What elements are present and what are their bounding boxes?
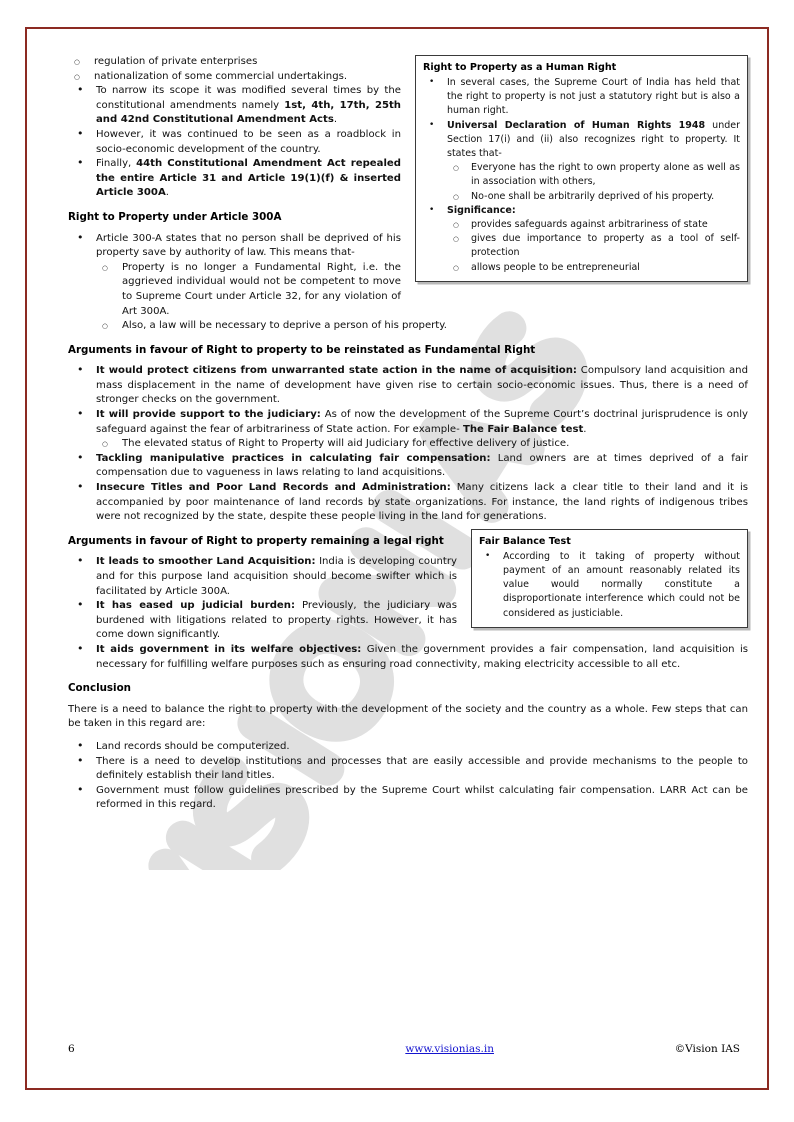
- page-footer: [68, 1043, 748, 1055]
- page-number: 6: [68, 1043, 75, 1055]
- list-item: [447, 161, 740, 189]
- info-box-right-to-property-human-right: [415, 55, 748, 282]
- bullet-text-bold: It leads to smoother Land Acquisition:: [96, 556, 316, 568]
- document-content: [68, 55, 748, 813]
- list-item: [68, 740, 748, 755]
- sub-bullet-text: provides safeguards against arbitrariness of state: [471, 219, 708, 231]
- heading-conclusion: Conclusion: [68, 682, 131, 695]
- info-box-title: Fair Balance Test: [479, 535, 571, 547]
- bullet-text-bold: 1st, 4th, 17th, 25th and 42nd Constitutional Amendment Acts: [96, 99, 401, 126]
- bullet-text-bold-tail: The Fair Balance test: [462, 423, 584, 435]
- list-item: [68, 643, 748, 672]
- info-box-sub-list: [447, 161, 740, 204]
- bullet-text: Compulsory land acquisition and mass displacement in the name of development have given rise to certain socio-economic issues. Thus, there is a need of stronger checks on the government.: [96, 365, 748, 406]
- info-box-bullet-list: [479, 550, 740, 621]
- sub-bullet-text: Everyone has the right to own property alone as well as in association with others,: [471, 162, 740, 188]
- bullet-text: Many citizens lack a clear title to their land and it is accompanied by poor maintenance of land records by state organizations. For instance, the land rights of indigenous tribes were not recognized by the state, despite these people living in the land for generations.: [96, 482, 749, 523]
- bullet-text: There is a need to develop institutions and processes that are easily accessible and provide mechanisms to the people to definitely establish their land titles.: [96, 755, 748, 782]
- list-item: [423, 204, 740, 275]
- bullet-text-bold: It would protect citizens from unwarranted state action in the name of acquisition:: [96, 365, 577, 377]
- bullet-text-bold: Significance:: [447, 204, 516, 216]
- list-item: [68, 755, 748, 784]
- list-item: [68, 408, 748, 452]
- bullet-text: Government must follow guidelines prescribed by the Supreme Court whilst calculating fair compensation. LARR Act can be reformed in this regard.: [96, 784, 748, 811]
- sub-bullet-text: gives due importance to property as a tool of self-protection: [471, 233, 740, 259]
- copyright-text: ©Vision IAS: [674, 1043, 740, 1055]
- conclusion-paragraph: There is a need to balance the right to property with the development of the society and the country as a whole. Few steps that can be taken in this regard are:: [68, 703, 748, 730]
- sub-bullet-text: allows people to be entrepreneurial: [471, 261, 640, 273]
- list-item: [447, 261, 740, 275]
- heading-arguments-legal-right: Arguments in favour of Right to property remaining a legal right: [68, 534, 444, 547]
- bullet-text: Land owners are at times deprived of a fair compensation due to vagueness in laws relating to land acquisitions.: [96, 452, 748, 479]
- list-item: [423, 76, 740, 119]
- bullet-text-bold: It aids government in its welfare objectives:: [96, 643, 362, 655]
- bullet-text: Finally,: [96, 158, 137, 170]
- sub-bullet-text: regulation of private enterprises: [94, 56, 258, 67]
- list-item: [423, 119, 740, 204]
- list-item: [479, 550, 740, 621]
- bullet-text-bold: Insecure Titles and Poor Land Records and Administration:: [96, 482, 451, 494]
- bullet-text-bold: It will provide support to the judiciary:: [96, 409, 321, 421]
- bullet-text: under Section 17(i) and (ii) also recognizes right to property. It states that-: [447, 119, 741, 160]
- sub-bullet-text: The elevated status of Right to Property will aid Judiciary for effective delivery of justice.: [122, 438, 570, 450]
- info-box-title: Right to Property as a Human Right: [423, 62, 617, 73]
- bullet-text-tail: .: [333, 114, 338, 126]
- list-item: [447, 190, 740, 204]
- info-box-sub-list: [447, 218, 740, 275]
- list-item: [447, 218, 740, 232]
- bullet-list-conclusion: [68, 740, 748, 813]
- list-item: [68, 452, 748, 481]
- list-item: [68, 364, 748, 408]
- heading-arguments-reinstated: Arguments in favour of Right to property to be reinstated as Fundamental Right: [68, 343, 536, 356]
- bullet-text: In several cases, the Supreme Court of India has held that the right to property is not just a statutory right but is also a human right.: [447, 77, 740, 117]
- bullet-text: However, it was continued to be seen as a roadblock in socio-economic development of the country.: [96, 128, 401, 155]
- bullet-text-tail: .: [165, 187, 169, 199]
- bullet-text: To narrow its scope it was modified several times by the constitutional amendments namely: [96, 85, 401, 111]
- bullet-text: India is developing country and for this purpose land acquisition should become swifter which is facilitated by Article 300A.: [96, 556, 457, 597]
- sub-bullet-text: nationalization of some commercial undertakings.: [94, 70, 348, 82]
- list-item: [96, 319, 748, 334]
- bullet-text: According to it taking of property without payment of an amount reasonably related its value would normally constitute a disproportionate interference which could not be considered as justiciable.: [503, 550, 740, 619]
- bullet-text: Given the government provides a fair compensation, land acquisition is necessary for fulfilling welfare purposes such as ensuring road connectivity, making electricity accessible to all etc.: [96, 643, 749, 670]
- bullet-text-tail: .: [583, 423, 587, 435]
- visionias-website-link[interactable]: www.visionias.in: [405, 1043, 494, 1055]
- list-item: [96, 437, 748, 452]
- sub-bullet-text: No-one shall be arbitrarily deprived of his property.: [471, 190, 715, 202]
- bullet-text: Previously, the judiciary was burdened with litigations related to property rights. However, it has come down significantly.: [96, 600, 457, 641]
- sub-bullet-text: Property is no longer a Fundamental Right, i.e. the aggrieved individual would not be competent to move to Supreme Court under Article 32, for any violation of Art 300A.: [122, 261, 401, 317]
- bullet-text: Article 300-A states that no person shall be deprived of his property save by authority of law. This means that-: [96, 232, 401, 259]
- info-box-fair-balance-test: [471, 529, 748, 628]
- bullet-text-bold: It has eased up judicial burden:: [96, 600, 295, 612]
- list-item: [447, 232, 740, 260]
- heading-right-to-property-300a: Right to Property under Article 300A: [68, 210, 282, 223]
- sub-bullet-text: Also, a law will be necessary to deprive a person of his property.: [122, 320, 448, 332]
- bullet-text-bold: 44th Constitutional Amendment Act repealed the entire Article 31 and Article 19(1)(f) & inserted Article 300A: [96, 158, 401, 199]
- bullet-list-reinstated: [68, 364, 748, 525]
- bullet-text-bold: Universal Declaration of Human Rights 1948: [447, 119, 706, 131]
- list-item: [68, 784, 748, 813]
- info-box-bullet-list: [423, 76, 740, 275]
- bullet-text-bold: Tackling manipulative practices in calculating fair compensation:: [96, 452, 491, 464]
- list-item: [68, 481, 748, 525]
- sub-bullet-list-judiciary: [96, 437, 748, 452]
- bullet-text: Land records should be computerized.: [96, 740, 290, 752]
- bullet-text: As of now the development of the Supreme Court’s doctrinal jurisprudence is only safeguard against the fear of arbitrariness of State action. For example-: [96, 409, 749, 435]
